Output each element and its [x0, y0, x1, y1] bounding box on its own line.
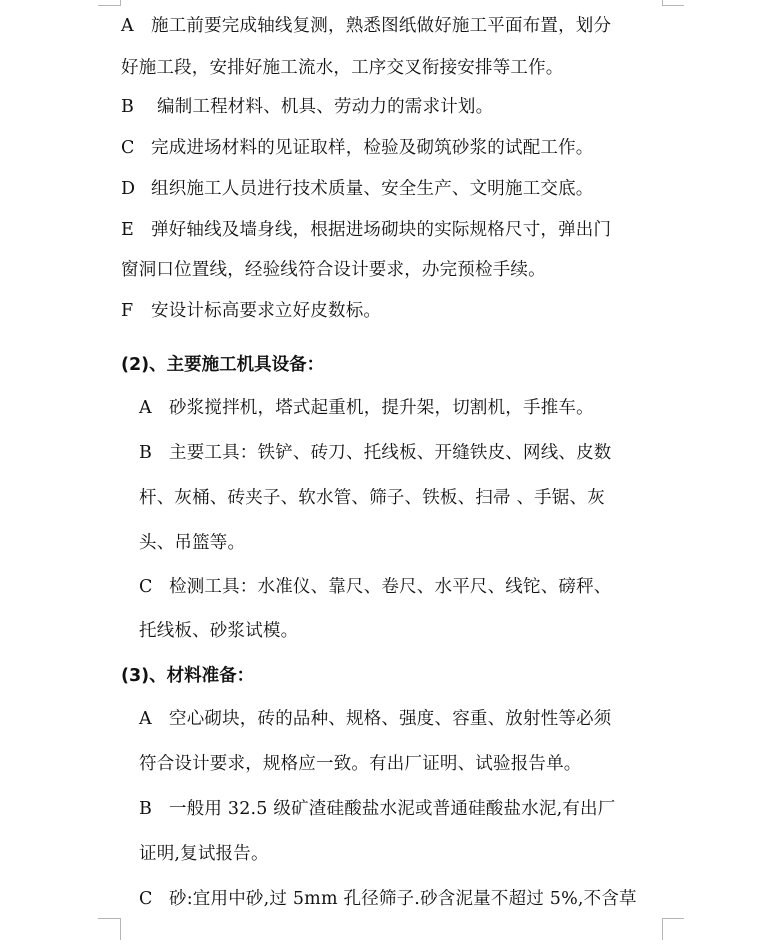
item-letter: B: [121, 97, 135, 117]
item-text: 施工前要完成轴线复测，熟悉图纸做好施工平面布置，划分: [151, 16, 612, 36]
materials-item-b: [139, 797, 615, 821]
item-f-line: [121, 299, 381, 323]
item-letter: E: [121, 220, 134, 240]
item-letter: F: [121, 301, 134, 321]
item-e-line: [121, 218, 611, 242]
materials-item-a: [139, 707, 612, 731]
equipment-item-b-continuation: [139, 486, 605, 510]
item-text: 主要工具：铁铲、砖刀、托线板、开缝铁皮、网线、皮数: [169, 443, 612, 463]
item-letter: A: [139, 398, 152, 418]
crop-mark-bottom-right-h: [662, 918, 684, 919]
item-text: 一般用 32.5 级矿渣硅酸盐水泥或普通硅酸盐水泥,有出厂: [169, 799, 616, 819]
item-text: 砂:宜用中砂,过 5mm 孔径筛子.砂含泥量不超过 5%,不含草: [169, 889, 637, 909]
item-letter: C: [121, 138, 135, 158]
item-text: 托线板、砂浆试模。: [139, 621, 299, 641]
equipment-item-a: [139, 396, 594, 420]
crop-mark-top-right-h: [662, 5, 684, 6]
item-letter: D: [121, 179, 136, 199]
item-d-line: [121, 177, 594, 201]
crop-mark-bottom-right-v: [662, 918, 663, 940]
crop-mark-top-left-v: [120, 0, 121, 6]
item-b-line: [121, 95, 493, 119]
item-letter: C: [139, 889, 153, 909]
item-c-line: [121, 136, 594, 160]
crop-mark-bottom-left-v: [120, 918, 121, 940]
item-text: 杆、灰桶、砖夹子、软水管、筛子、铁板、扫帚 、手锯、灰: [139, 488, 605, 508]
item-letter: A: [139, 709, 152, 729]
item-a-continuation: [121, 56, 564, 80]
item-letter: A: [121, 16, 134, 36]
item-text: 编制工程材料、机具、劳动力的需求计划。: [157, 97, 494, 117]
section-heading-equipment: (2)、主要施工机具设备：: [121, 355, 325, 375]
materials-item-a-continuation: [139, 752, 582, 776]
item-text: 安设计标高要求立好皮数标。: [151, 301, 382, 321]
item-text: 检测工具：水准仪、靠尺、卷尺、水平尺、线铊、磅秤、: [169, 577, 612, 597]
item-text: 组织施工人员进行技术质量、安全生产、文明施工交底。: [151, 179, 594, 199]
item-text: 证明,复试报告。: [139, 844, 269, 864]
item-a-line: [121, 14, 611, 38]
item-text: 好施工段，安排好施工流水，工序交叉衔接安排等工作。: [121, 58, 564, 78]
item-text: 头、吊篮等。: [139, 533, 246, 553]
materials-item-b-continuation: [139, 842, 269, 866]
equipment-item-b-continuation-2: [139, 531, 245, 555]
item-text: 符合设计要求，规格应一致。有出厂证明、试验报告单。: [139, 754, 582, 774]
item-text: 完成进场材料的见证取样，检验及砌筑砂浆的试配工作。: [151, 138, 594, 158]
item-letter: B: [139, 799, 153, 819]
section-heading-materials: (3)、材料准备：: [121, 666, 255, 686]
crop-mark-top-right-v: [662, 0, 663, 6]
item-text: 弹好轴线及墙身线，根据进场砌块的实际规格尺寸，弹出门: [151, 220, 612, 240]
materials-item-c: [139, 887, 637, 911]
item-letter: C: [139, 577, 153, 597]
equipment-item-c-continuation: [139, 619, 298, 643]
equipment-item-c: [139, 575, 612, 599]
item-text: 窗洞口位置线，经验线符合设计要求，办完预检手续。: [121, 260, 546, 280]
item-text: 砂浆搅拌机，塔式起重机，提升架，切割机，手推车。: [169, 398, 594, 418]
crop-mark-bottom-left-h: [98, 918, 120, 919]
item-e-continuation: [121, 258, 546, 282]
equipment-item-b: [139, 441, 612, 465]
item-text: 空心砌块，砖的品种、规格、强度、容重、放射性等必须: [169, 709, 612, 729]
crop-mark-top-left-h: [98, 5, 120, 6]
item-letter: B: [139, 443, 153, 463]
